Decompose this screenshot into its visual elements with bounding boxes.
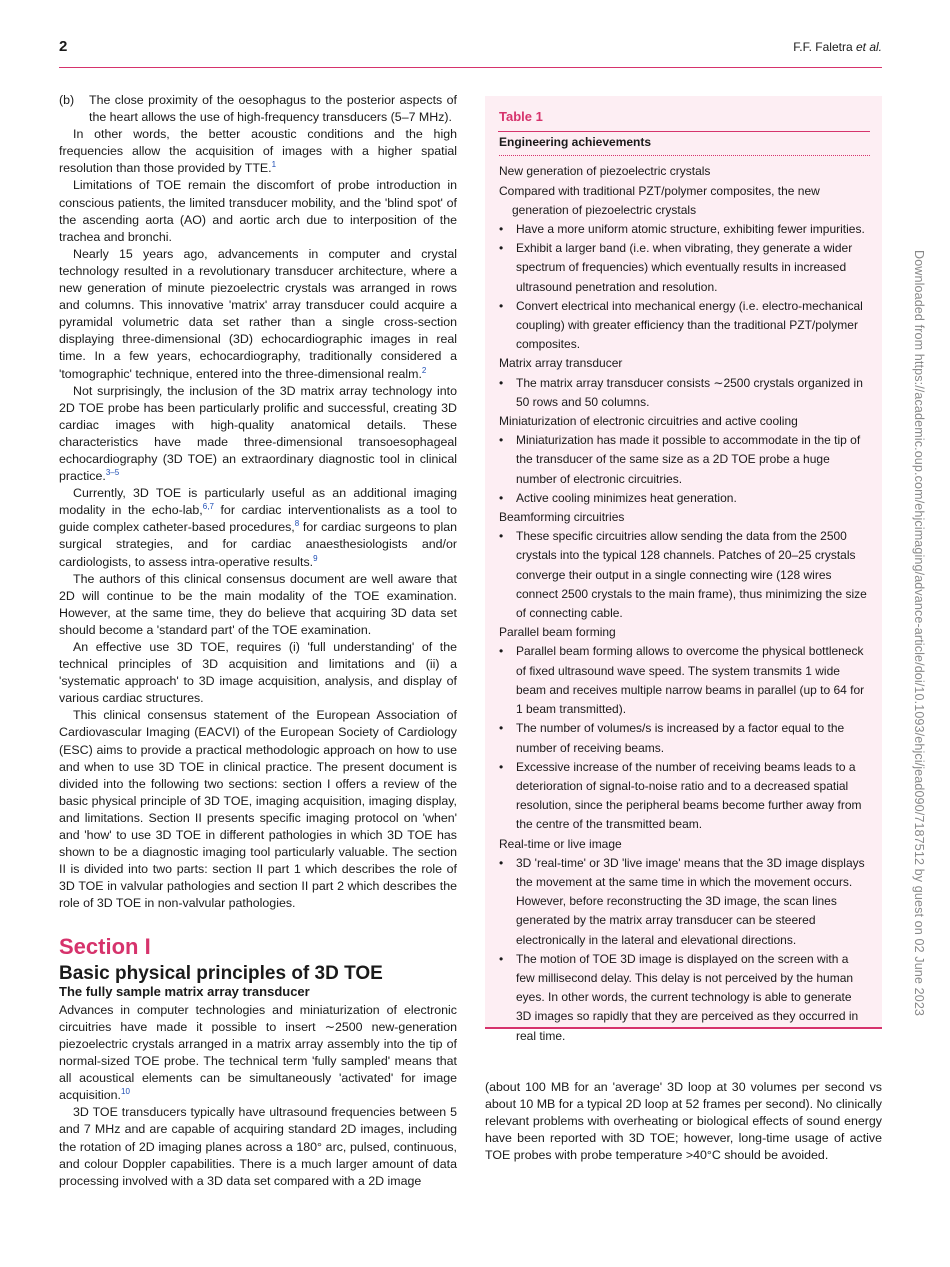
table-bullet-item: [499, 758, 870, 835]
paragraph-6: The authors of this clinical consensus document are well aware that 2D will continue to be the main modality of the TOE examination. However, at the same time, they do believe that acquiring 3D data set should become a 'standard part' of the TOE examination.: [59, 571, 457, 637]
bullet-mark: •: [499, 759, 504, 774]
reference-link[interactable]: 8: [294, 519, 300, 529]
list-item-text: The close proximity of the oesophagus to the posterior aspects of the heart allows the use of high-frequency transducers (5–7 MHz).: [89, 93, 457, 125]
bullet-text: Exhibit a larger band (i.e. when vibrating, they generate a wider spectrum of frequencies) which eventually results in increased ultrasound penetration and resolution.: [516, 241, 853, 294]
table-row-label: Matrix array transducer: [499, 356, 623, 371]
list-item-label: (b): [59, 93, 75, 107]
reference-link[interactable]: 9: [313, 553, 318, 563]
subsection-heading: The fully sample matrix array transducer: [59, 983, 310, 999]
left-column: [59, 92, 457, 1190]
bullet-text: Parallel beam forming allows to overcome the physical bottleneck of fixed ultrasound wave speed. The system transmits 1 wide beam and receives multiple narrow beams in parallel (up to 64 for 1 beam transmitted).: [516, 644, 865, 717]
table-header: Engineering achievements: [499, 135, 652, 150]
reference-link[interactable]: 1: [271, 160, 277, 170]
bullet-mark: •: [499, 529, 504, 544]
reference-link[interactable]: 10: [121, 1087, 130, 1097]
table-bullet-item: [499, 297, 870, 355]
bullet-mark: •: [499, 644, 504, 659]
bullet-mark: •: [499, 951, 504, 966]
table-bullet-item: [499, 719, 870, 757]
table-title: Table 1: [499, 109, 543, 124]
table-bullet-item: [499, 527, 870, 623]
table-1: [485, 96, 882, 1043]
reference-link[interactable]: 6,7: [202, 502, 214, 512]
page-number: 2: [59, 38, 68, 55]
bullet-text: Miniaturization has made it possible to accommodate in the tip of the transducer of the same size as a 2D TOE probe a huge number of electronic circuitries.: [516, 433, 861, 486]
table-row-label: New generation of piezoelectric crystals: [499, 164, 711, 179]
table-row-label: Real-time or live image: [499, 836, 622, 851]
table-bullet-item: [499, 854, 870, 950]
paragraph-3: [59, 246, 457, 383]
list-item-b: [59, 92, 457, 126]
running-head: [793, 40, 882, 54]
paragraph-text: for cardiac surgeons to plan surgical strategies, and for cardiac anaesthesiologists and/or cardiologists, to assess intra-operative results.: [59, 520, 457, 569]
paragraph-text: Not surprisingly, the inclusion of the 3D matrix array technology into 2D TOE probe has been particularly prolific and successful, creating 3D cardiac images with high-quality anatomical details. These characteristics have made three-dimensional transoesophageal echocardiography (3D TOE) an extraordinary diagnostic tool in clinical practice.: [59, 383, 457, 484]
bullet-mark: •: [499, 298, 504, 313]
paragraph-text: Advances in computer technologies and miniaturization of electronic circuitries have made it possible to insert ∼2500 new-generation piezoelectric crystals arranged in a matrix array assembly into the tip of normal-sized TOE probe. The technical term 'fully sampled' means that all acoustical elements can be simultaneously 'activated' for image acquisition.: [59, 1002, 457, 1103]
table-row-label: Beamforming circuitries: [499, 510, 625, 525]
download-watermark: [908, 250, 930, 1020]
bullet-mark: •: [499, 490, 504, 505]
paragraph-text: In other words, the better acoustic conditions and the high frequencies allow the acquisition of images with a higher spatial resolution than those provided by TTE.: [59, 127, 457, 176]
reference-link[interactable]: 2: [421, 365, 427, 375]
table-row-label: Parallel beam forming: [499, 625, 616, 640]
table-row-text: Compared with traditional PZT/polymer composites, the new generation of piezoelectric crystals: [499, 183, 820, 217]
table-bullet-item: [499, 374, 870, 412]
paragraph-9: [59, 1002, 457, 1105]
bullet-text: Convert electrical into mechanical energy (i.e. electro-mechanical coupling) with greater efficiency than the traditional PZT/polymer composites.: [516, 298, 863, 352]
paragraph-10: 3D TOE transducers typically have ultrasound frequencies between 5 and 7 MHz and are capable of acquiring standard 2D images, including the rotation of 2D imaging planes across a 180° arc, pulsed, continuous, and colour Doppler capabilities. There is a much larger amount of data processing involved with a 3D data set compared with a 2D image: [59, 1105, 457, 1188]
paragraph-8: This clinical consensus statement of the European Association of Cardiovascular Imaging (EACVI) of the European Society of Cardiology (ESC) aims to provide a practical methodologic approach on how to use and when to use 3D TOE in clinical practice. The present document is divided into the following two sections: section I offers a review of the basic physical principle of 3D TOE, imaging acquisition, imaging display, and limitations. Section II presents specific imaging protocol on 'when' and 'how' to use 3D TOE in different pathologies in which 3D TOE has shown to be a diagnostic imaging tool particularly valuable. The section II is divided into two parts: section II part 1 which describes the role of 3D TOE in valvular pathologies and section II part 2 which describes the role of 3D TOE in non-valvular pathologies.: [59, 708, 457, 911]
paragraph-2: Limitations of TOE remain the discomfort of probe introduction in conscious patients, the limited transducer mobility, and the 'blind spot' of the ascending aorta (AO) and aortic arch due to interposition of the trachea and bronchi.: [59, 178, 457, 244]
bullet-text: Have a more uniform atomic structure, exhibiting fewer impurities.: [516, 222, 865, 237]
paragraph-7: An effective use 3D TOE, requires (i) 'full understanding' of the technical principles of 3D acquisition and limitations and (ii) a 'systematic approach' to 3D image acquisition, analysis, and display of various cardiac structures.: [59, 640, 457, 706]
paragraph-text: Nearly 15 years ago, advancements in computer and crystal technology resulted in a revolutionary transducer architecture, where a new generation of minute piezoelectric crystals was arranged in rows and columns. This innovative 'matrix' array transducer could acquire a pyramidal volumetric data set rather than a single cross-section displaying three-dimensional (3D) echocardiographic images in real time. In a few years, echocardiography, traditionally considered a 'tomographic' technique, entered into the three-dimensional realm.: [59, 246, 457, 381]
bullet-text: The matrix array transducer consists ∼2500 crystals organized in 50 rows and 50 columns.: [516, 375, 863, 409]
paragraph-4: [59, 383, 457, 486]
table-bullet-item: [499, 642, 870, 719]
bullet-mark: •: [499, 433, 504, 448]
bullet-text: The number of volumes/s is increased by a factor equal to the number of receiving beams.: [516, 721, 845, 755]
bullet-mark: •: [499, 855, 504, 870]
paragraph-text: Currently, 3D TOE is particularly useful as an additional imaging modality in the echo-lab,: [59, 486, 457, 518]
right-column-text: (about 100 MB for an 'average' 3D loop at 30 volumes per second vs about 10 MB for a typical 2D loop at 52 frames per second). No clinically relevant problems with overheating or biological effects of sound energy have been reported with 3D TOE; however, long-time usage of active TOE probes with probe temperature >40°C should be avoided.: [485, 1080, 882, 1163]
download-watermark-text[interactable]: Downloaded from https://academic.oup.com/ehjcimaging/advance-article/doi/10.1093/ehjci/jead090/7187512 by guest on 02 June 2023: [912, 250, 926, 1017]
bullet-mark: •: [499, 222, 504, 237]
table-bullet-item: [499, 489, 870, 508]
bullet-text: Active cooling minimizes heat generation.: [516, 490, 737, 505]
table-bullet-item: [499, 950, 870, 1046]
bullet-mark: •: [499, 375, 504, 390]
running-head-authors: F.F. Faletra: [793, 40, 853, 54]
table-bullet-item: [499, 431, 870, 489]
paragraph-text: for cardiac interventionalists as a tool to guide complex catheter-based procedures,: [59, 503, 458, 535]
bullet-text: 3D 'real-time' or 3D 'live image' means that the 3D image displays the movement at the same time in which the movement occurs. However, before reconstructing the 3D image, the scan lines generated by the matrix array transducer can be steered electronically in the lateral and elevational directions.: [516, 855, 865, 947]
bullet-mark: •: [499, 241, 504, 256]
section-heading: Basic physical principles of 3D TOE: [59, 962, 383, 984]
paragraph-5: [59, 485, 457, 570]
bullet-text: Excessive increase of the number of receiving beams leads to a deterioration of signal-to-noise ratio and to a decreased spatial resolution, since the peripheral beams become further away from the centre of the transmitted beam.: [516, 759, 862, 832]
header-rule: [59, 67, 882, 68]
running-head-et-al: et al.: [855, 40, 882, 54]
table-bullet-item: [499, 239, 870, 297]
table-header-divider: [499, 152, 870, 156]
bullet-text: The motion of TOE 3D image is displayed on the screen with a few millisecond delay. This delay is not perceived by the human eyes. In other words, the current technology is able to generate 3D images so rapidly that they are perceived as they occurred in real time.: [516, 951, 859, 1043]
table-bullet-item: [499, 220, 870, 239]
table-row-label: Miniaturization of electronic circuitries and active cooling: [499, 414, 798, 429]
bullet-mark: •: [499, 721, 504, 736]
bullet-text: These specific circuitries allow sending the data from the 2500 crystals into the typical 128 channels. Patches of 20–25 crystals converge their output in a single connecting wire (128 wires connect 2500 crystals to the main frame), thus minimizing the size of connecting cable.: [516, 529, 867, 621]
paragraph-1: [59, 126, 457, 177]
reference-link[interactable]: 3–5: [105, 467, 120, 477]
section-title: Section I: [59, 933, 151, 959]
